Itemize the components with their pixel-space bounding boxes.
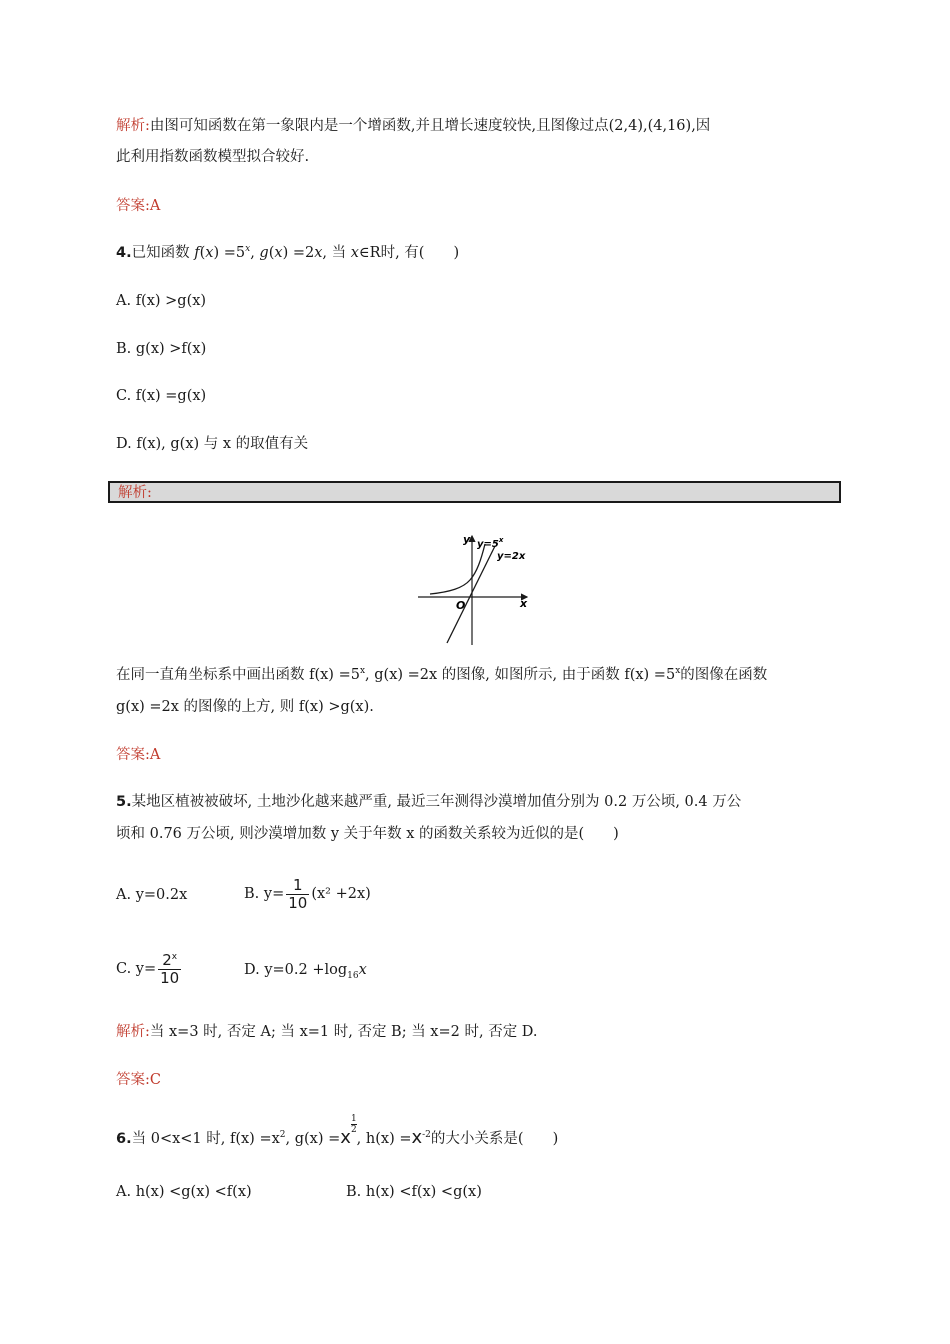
q4-sol-exp2: x: [675, 666, 681, 676]
q6-stem-c: , h(x) =: [356, 1131, 412, 1147]
q5-optd-post: x: [358, 962, 367, 978]
q4-stem-x: x: [205, 245, 214, 261]
q4-number: 4.: [116, 245, 132, 261]
q4-stem-paren: (: [199, 245, 206, 261]
fig-curve1-label: [477, 536, 504, 550]
fig-curve1-text: y=5: [477, 539, 499, 550]
q4-stem-paren2: (: [268, 245, 275, 261]
q4-stem: [116, 243, 459, 263]
q5-option-d: [244, 960, 367, 986]
q5-optc-fraction: [158, 952, 181, 987]
q6-stem-a: 当 0<x<1 时, f(x) =x: [131, 1131, 280, 1147]
q4-option-c: C. f(x) =g(x): [116, 388, 207, 404]
q4-stem-x3: x: [314, 245, 323, 261]
q6-half-den: 2: [350, 1125, 357, 1135]
fig-x-label: x: [520, 597, 528, 610]
q5-option-b: [244, 872, 371, 916]
fig-y-label: y: [463, 533, 471, 546]
q3-analysis-text1: 由图可知函数在第一象限内是一个增函数,并且增长速度较快,且图像过点(2,4),(4,16),因: [149, 118, 711, 134]
q6-stem-hx: x: [411, 1127, 423, 1148]
q5-optd-pre: D. y=0.2 +log: [244, 962, 348, 978]
q4-sol-text2: , g(x) =2x 的图像, 如图所示, 由于函数 f(x) =5: [365, 667, 676, 683]
q4-stem-text: 已知函数: [131, 245, 195, 261]
q4-solution-line1: [116, 665, 767, 685]
q5-option-a: A. y=0.2x: [116, 887, 188, 903]
q4-stem-comma: ,: [250, 245, 260, 261]
q5-number: 5.: [116, 794, 132, 810]
q4-analysis-label: 解析:: [118, 485, 152, 501]
q6-number: 6.: [116, 1131, 132, 1147]
line-linear: [447, 546, 495, 643]
q5-optd-sub: 16: [347, 970, 359, 981]
q5-analysis-text: 当 x=3 时, 否定 A; 当 x=1 时, 否定 B; 当 x=2 时, 否定 D.: [149, 1024, 538, 1040]
fig-curve1-exp: x: [498, 536, 504, 544]
q4-option-a: A. f(x) >g(x): [116, 293, 207, 309]
q6-option-b: B. h(x) <f(x) <g(x): [346, 1184, 482, 1200]
q6-half-num: 1: [350, 1114, 357, 1124]
q5-optc-pre: C. y=: [116, 961, 157, 977]
q4-stem-when: , 当: [322, 245, 351, 261]
q4-sol-text1: 在同一直角坐标系中画出函数 f(x) =5: [116, 667, 360, 683]
q6-stem-gx: x: [340, 1127, 351, 1148]
q4-option-b: B. g(x) >f(x): [116, 341, 207, 357]
q3-answer: 答案:A: [116, 198, 161, 214]
q4-stem-eq: ) =5: [213, 245, 246, 261]
q5-analysis: [116, 1022, 538, 1042]
q5-optb-den: 10: [288, 893, 308, 912]
curve-exponential: [430, 544, 485, 594]
q4-stem-end: ∈R时, 有( ): [358, 245, 460, 261]
q4-graph-figure: [415, 530, 535, 648]
q5-answer: 答案:C: [116, 1072, 161, 1088]
fig-curve2-label: y=2x: [497, 551, 526, 562]
q6-stem-b: , g(x) =: [285, 1131, 341, 1147]
q5-optb-pre: B. y=: [244, 886, 285, 902]
q5-stem-line2: 顷和 0.76 万公顷, 则沙漠增加数 y 关于年数 x 的函数关系较为近似的是( ): [116, 826, 619, 842]
q3-analysis-line1: [116, 116, 710, 136]
q5-optb-fraction: [286, 877, 309, 912]
q5-optb-post: (x² +2x): [311, 886, 371, 902]
q5-stem-line1: [116, 792, 741, 812]
q4-stem-x4: x: [350, 245, 359, 261]
q6-stem-a-exp: 2: [279, 1130, 286, 1140]
q4-stem-eq2: ) =2: [282, 245, 315, 261]
q3-analysis-line2: [116, 147, 309, 167]
q6-stem-hx-exp: -2: [422, 1130, 431, 1140]
q4-option-d: D. f(x), g(x) 与 x 的取值有关: [116, 436, 309, 452]
q4-stem-x2: x: [274, 245, 283, 261]
q3-analysis-label: 解析:: [116, 118, 150, 134]
q5-optc-num-exp: x: [171, 951, 178, 962]
q4-analysis-box: [108, 481, 841, 503]
q5-option-c: [116, 947, 183, 991]
q4-stem-f: f: [194, 245, 200, 261]
q4-stem-exp: x: [245, 244, 251, 254]
q5-stem-text1: 某地区植被被破坏, 土地沙化越来越严重, 最近三年测得沙漠增加值分别为 0.2 万公顷, 0.4 万公: [131, 794, 742, 810]
q4-sol-text3: 的图像在函数: [680, 667, 768, 683]
q5-optc-den: 10: [160, 968, 180, 987]
q5-optc-num: [158, 952, 181, 969]
q5-optc-num-base: 2: [162, 950, 172, 969]
q6-half-exponent: [351, 1114, 357, 1135]
q4-answer: 答案:A: [116, 747, 161, 763]
q5-optb-num: 1: [292, 875, 303, 894]
q6-stem: [116, 1114, 559, 1149]
q6-option-a: A. h(x) <g(x) <f(x): [116, 1184, 252, 1200]
q4-sol-exp1: x: [359, 666, 366, 676]
q6-stem-d: 的大小关系是( ): [430, 1131, 559, 1147]
q5-analysis-label: 解析:: [116, 1024, 150, 1040]
q3-analysis-text2: 此利用指数函数模型拟合较好.: [116, 149, 310, 165]
q4-solution-line2: g(x) =2x 的图像的上方, 则 f(x) >g(x).: [116, 699, 374, 715]
fig-origin-label: O: [456, 599, 466, 612]
q4-stem-g: g: [259, 245, 269, 261]
